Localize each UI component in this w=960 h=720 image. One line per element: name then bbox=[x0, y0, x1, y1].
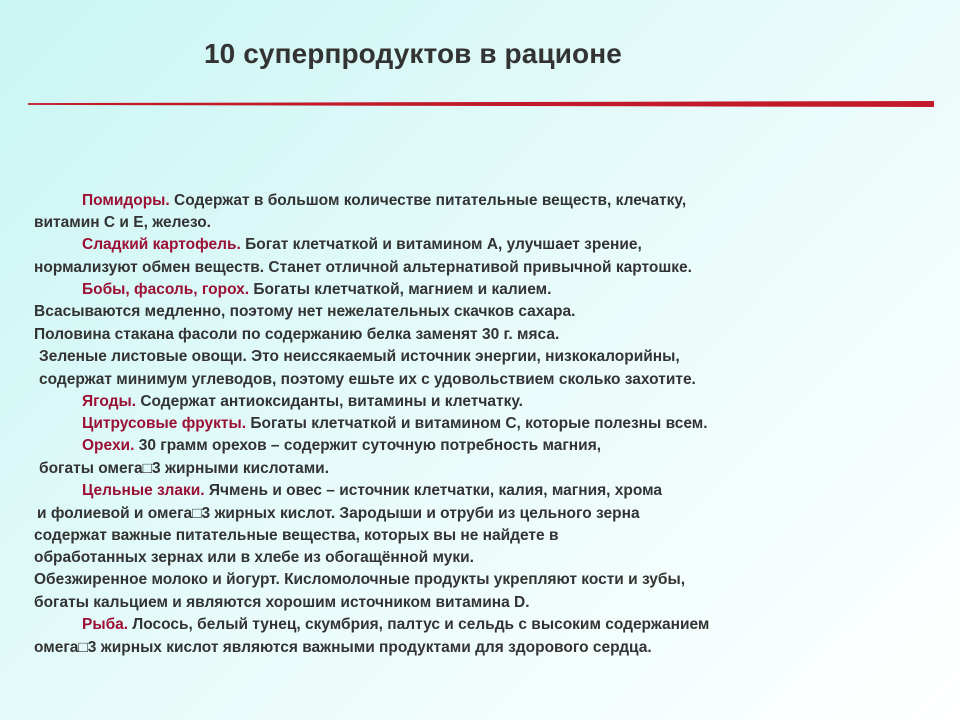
food-name: Орехи. bbox=[82, 437, 135, 454]
text-line bbox=[34, 324, 559, 346]
text-line bbox=[39, 369, 696, 391]
text-line bbox=[34, 301, 575, 323]
food-description: нормализуют обмен веществ. Станет отличной альтернативой привычной картошке. bbox=[34, 259, 692, 276]
food-description: Ячмень и овес – источник клетчатки, калия, магния, хрома bbox=[204, 482, 663, 499]
food-name: Рыба. bbox=[82, 616, 129, 633]
text-line bbox=[82, 480, 662, 502]
text-line bbox=[37, 503, 640, 525]
food-name: Цельные злаки. bbox=[82, 482, 205, 499]
food-description: витамин С и Е, железо. bbox=[34, 214, 211, 231]
title-divider bbox=[28, 101, 934, 107]
food-description: Богат клетчаткой и витамином А, улучшает зрение, bbox=[240, 236, 642, 253]
food-description: Зеленые листовые овощи. Это неиссякаемый источник энергии, низкокалорийны, bbox=[39, 348, 680, 365]
food-description: содержат минимум углеводов, поэтому ешьте их с удовольствием сколько захотите. bbox=[39, 371, 696, 388]
text-line bbox=[34, 637, 652, 659]
text-line bbox=[82, 413, 708, 435]
text-line bbox=[82, 614, 709, 636]
food-description: и фолиевой и омега□3 жирных кислот. Зародыши и отруби из цельного зерна bbox=[37, 505, 640, 522]
food-description: Лосось, белый тунец, скумбрия, палтус и сельдь с высоким содержанием bbox=[128, 616, 710, 633]
food-name: Бобы, фасоль, горох. bbox=[82, 281, 250, 298]
food-description: омега□3 жирных кислот являются важными продуктами для здорового сердца. bbox=[34, 639, 652, 656]
food-description: Богаты клетчаткой и витамином С, которые полезны всем. bbox=[246, 415, 708, 432]
text-line bbox=[82, 234, 642, 256]
food-name: Ягоды. bbox=[82, 393, 137, 410]
food-description: 30 грамм орехов – содержит суточную потребность магния, bbox=[134, 437, 602, 454]
text-line bbox=[82, 391, 523, 413]
food-description: Всасываются медленно, поэтому нет нежелательных скачков сахара. bbox=[34, 303, 576, 320]
food-name: Помидоры. bbox=[82, 192, 170, 209]
food-description: обработанных зернах или в хлебе из обогащённой муки. bbox=[34, 549, 474, 566]
food-description: богаты кальцием и являются хорошим источником витамина D. bbox=[34, 594, 530, 611]
text-line bbox=[34, 257, 692, 279]
food-description: Содержат антиоксиданты, витамины и клетчатку. bbox=[136, 393, 523, 410]
text-line bbox=[82, 435, 601, 457]
food-description: богаты омега□3 жирными кислотами. bbox=[39, 460, 329, 477]
text-line bbox=[34, 525, 558, 547]
food-name: Цитрусовые фрукты. bbox=[82, 415, 247, 432]
text-line bbox=[82, 190, 686, 212]
food-description: содержат важные питательные вещества, которых вы не найдете в bbox=[34, 527, 559, 544]
text-line bbox=[39, 346, 680, 368]
food-name: Сладкий картофель. bbox=[82, 236, 241, 253]
food-description: Содержат в большом количестве питательные веществ, клечатку, bbox=[169, 192, 687, 209]
slide-title: 10 суперпродуктов в рационе bbox=[204, 38, 622, 69]
food-description: Половина стакана фасоли по содержанию белка заменят 30 г. мяса. bbox=[34, 326, 560, 343]
text-line bbox=[39, 458, 329, 480]
food-description: Обезжиренное молоко и йогурт. Кисломолочные продукты укрепляют кости и зубы, bbox=[34, 571, 686, 588]
text-line bbox=[34, 212, 211, 234]
text-line bbox=[34, 569, 685, 591]
text-line bbox=[82, 279, 551, 301]
text-line bbox=[34, 592, 530, 614]
food-description: Богаты клетчаткой, магнием и калием. bbox=[249, 281, 552, 298]
text-line bbox=[34, 547, 474, 569]
